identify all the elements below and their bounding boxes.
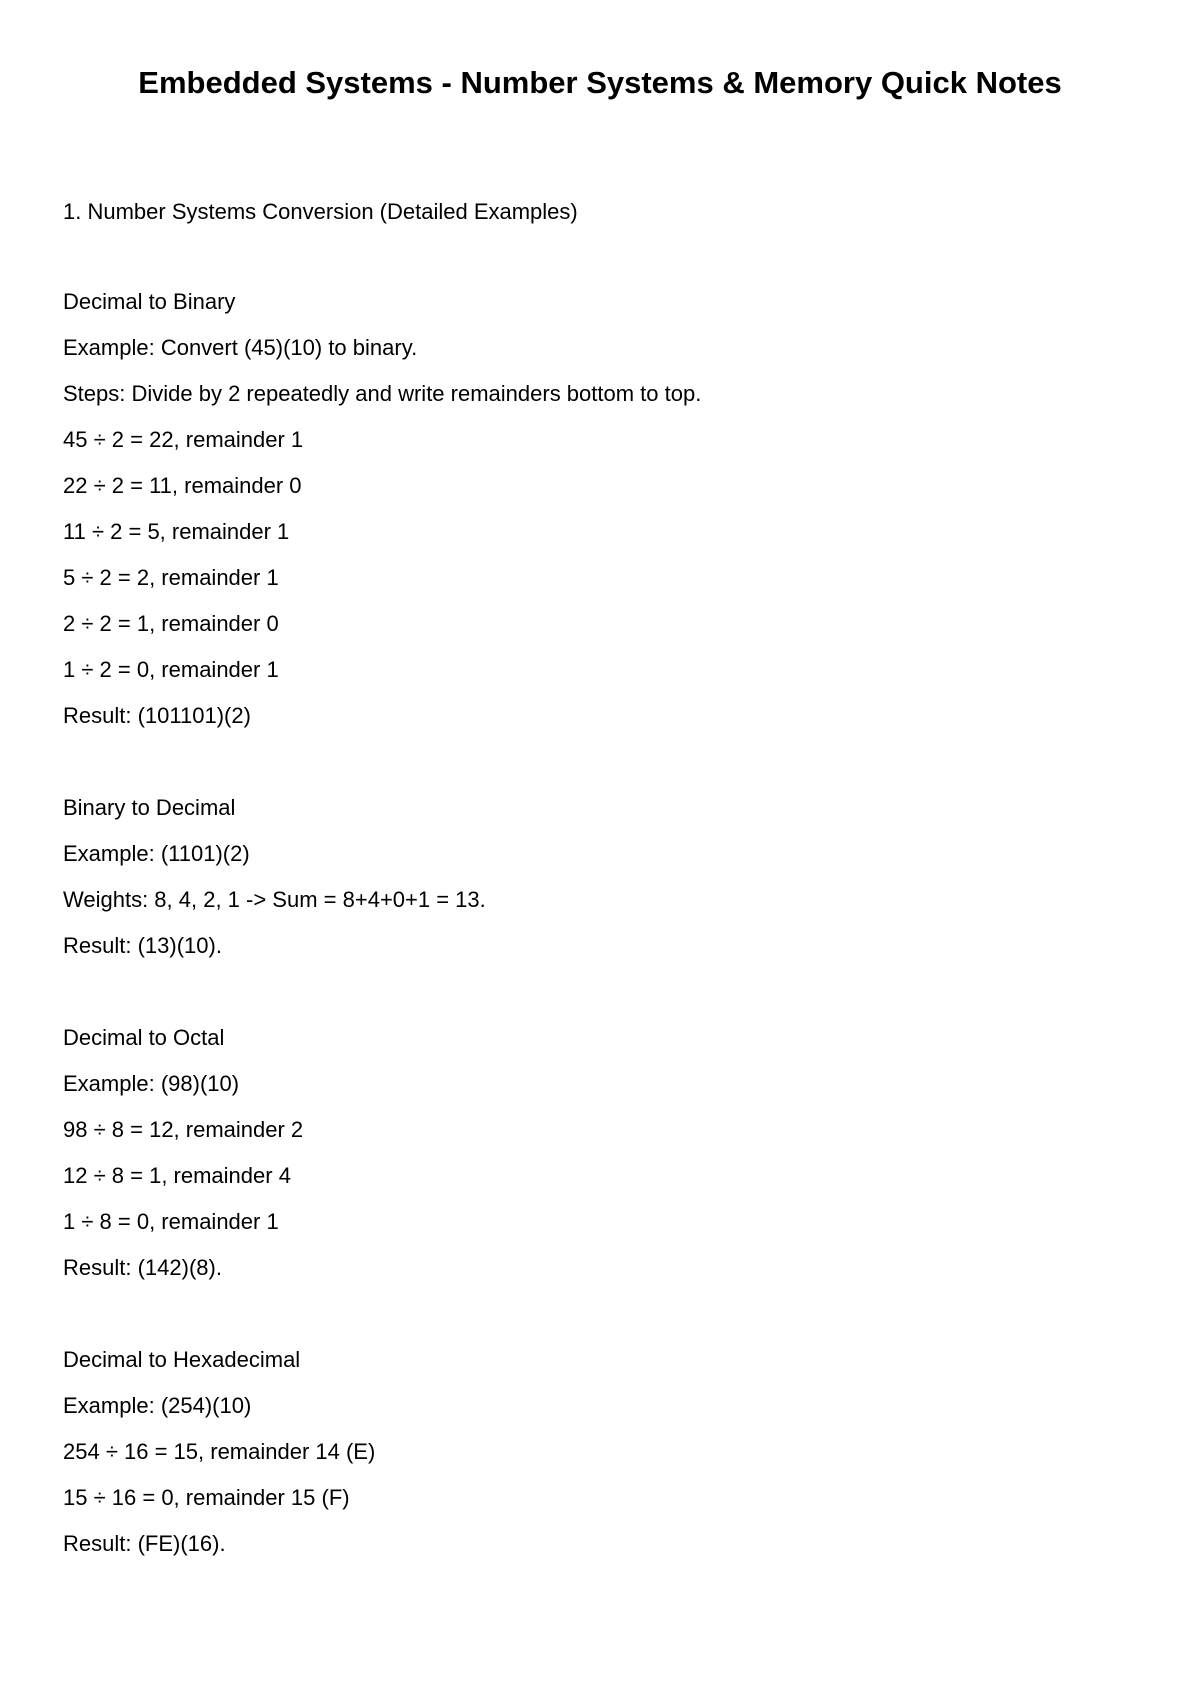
weights-line: Weights: 8, 4, 2, 1 -> Sum = 8+4+0+1 = 13. bbox=[63, 887, 486, 912]
example-line: Example: Convert (45)(10) to binary. bbox=[63, 335, 418, 360]
result-line: Result: (142)(8). bbox=[63, 1255, 222, 1280]
division-step: 22 ÷ 2 = 11, remainder 0 bbox=[63, 473, 302, 498]
steps-line: Steps: Divide by 2 repeatedly and write remainders bottom to top. bbox=[63, 381, 702, 406]
division-step: 5 ÷ 2 = 2, remainder 1 bbox=[63, 565, 279, 590]
subsection-heading-binary-to-decimal: Binary to Decimal bbox=[63, 795, 236, 820]
subsection-heading-decimal-to-octal: Decimal to Octal bbox=[63, 1025, 225, 1050]
division-step: 11 ÷ 2 = 5, remainder 1 bbox=[63, 519, 290, 544]
example-line: Example: (1101)(2) bbox=[63, 841, 250, 866]
example-line: Example: (98)(10) bbox=[63, 1071, 240, 1096]
division-step: 1 ÷ 8 = 0, remainder 1 bbox=[63, 1209, 279, 1234]
example-line: Example: (254)(10) bbox=[63, 1393, 252, 1418]
result-line: Result: (101101)(2) bbox=[63, 703, 251, 728]
result-line: Result: (13)(10). bbox=[63, 933, 222, 958]
document-title: Embedded Systems - Number Systems & Memory Quick Notes bbox=[138, 65, 1062, 100]
division-step: 2 ÷ 2 = 1, remainder 0 bbox=[63, 611, 279, 636]
result-line: Result: (FE)(16). bbox=[63, 1531, 226, 1556]
division-step: 15 ÷ 16 = 0, remainder 15 (F) bbox=[63, 1485, 350, 1510]
division-step: 98 ÷ 8 = 12, remainder 2 bbox=[63, 1117, 304, 1142]
section-heading: 1. Number Systems Conversion (Detailed Examples) bbox=[63, 199, 578, 224]
division-step: 45 ÷ 2 = 22, remainder 1 bbox=[63, 427, 304, 452]
subsection-heading-decimal-to-binary: Decimal to Binary bbox=[63, 289, 236, 314]
division-step: 1 ÷ 2 = 0, remainder 1 bbox=[63, 657, 279, 682]
division-step: 254 ÷ 16 = 15, remainder 14 (E) bbox=[63, 1439, 376, 1464]
subsection-heading-decimal-to-hexadecimal: Decimal to Hexadecimal bbox=[63, 1347, 301, 1372]
division-step: 12 ÷ 8 = 1, remainder 4 bbox=[63, 1163, 291, 1188]
